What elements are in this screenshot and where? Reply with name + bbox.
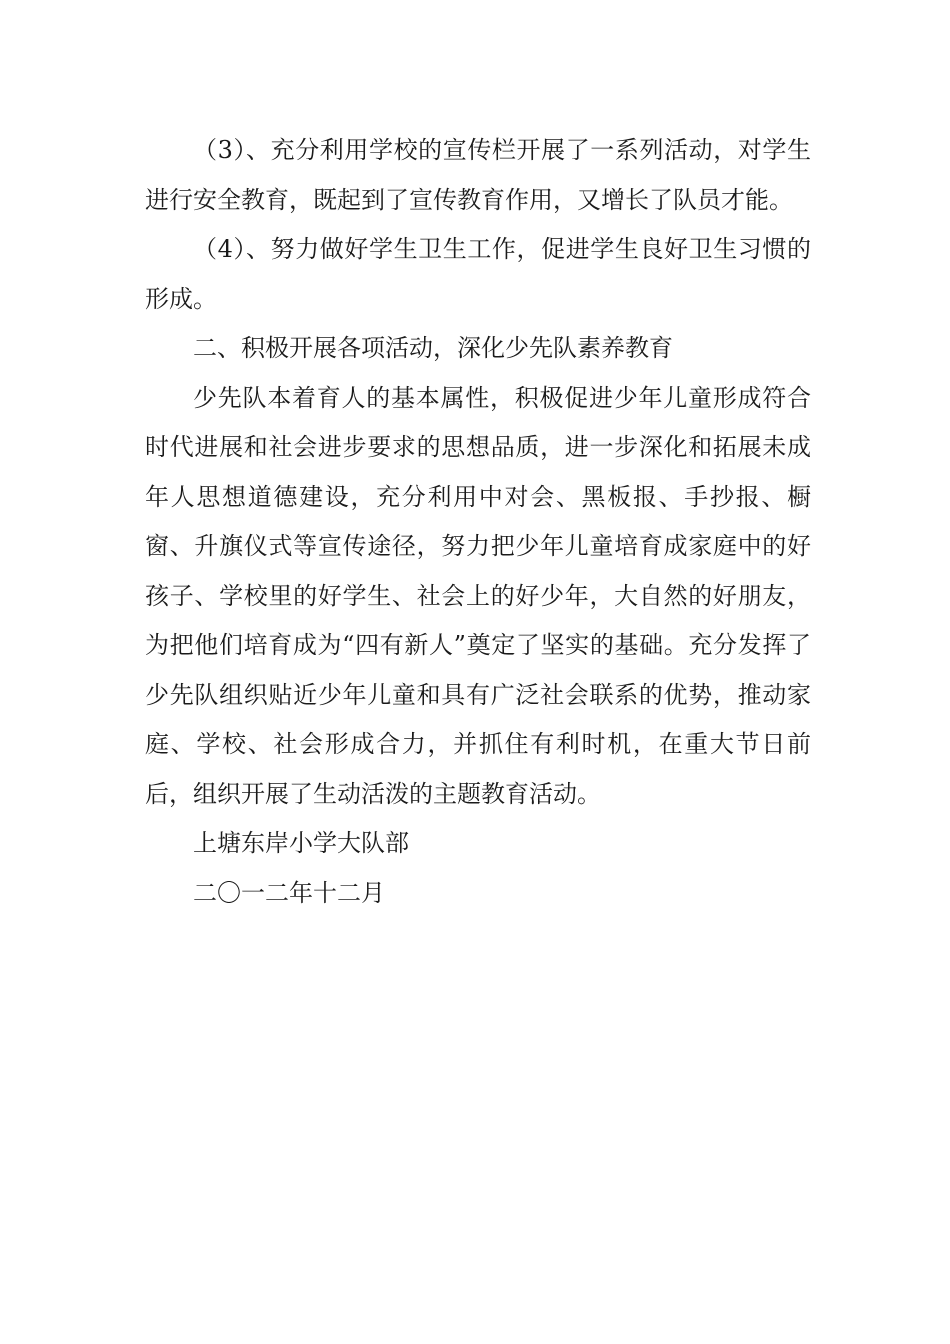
paragraph-body: 少先队本着育人的基本属性，积极促进少年儿童形成符合时代进展和社会进步要求的思想品质，进一步深化和拓展未成年人思想道德建设，充分利用中对会、黑板报、手抄报、橱窗、升旗仪式等宣传途径，努力把少年儿童培育成家庭中的好孩子、学校里的好学生、社会上的好少年，大自然的好朋友，为把他们培育成为“四有新人”奠定了坚实的基础。充分发挥了少先队组织贴近少年儿童和具有广泛社会联系的优势，推动家庭、学校、社会形成合力，并抓住有利时机，在重大节日前后，组织开展了生动活泼的主题教育活动。 [145,383,811,808]
paragraph-item-3: （3）、充分利用学校的宣传栏开展了一系列活动，对学生进行安全教育，既起到了宣传教育作用，又增长了队员才能。 [145,136,811,214]
paragraph-item-4: （4）、努力做好学生卫生工作，促进学生良好卫生习惯的形成。 [145,235,811,313]
signature-organization: 上塘东岸小学大队部 [193,829,409,857]
section-heading: 二、积极开展各项活动，深化少先队素养教育 [193,334,673,362]
signature-date: 二〇一二年十二月 [193,878,385,907]
document-body [145,126,811,918]
